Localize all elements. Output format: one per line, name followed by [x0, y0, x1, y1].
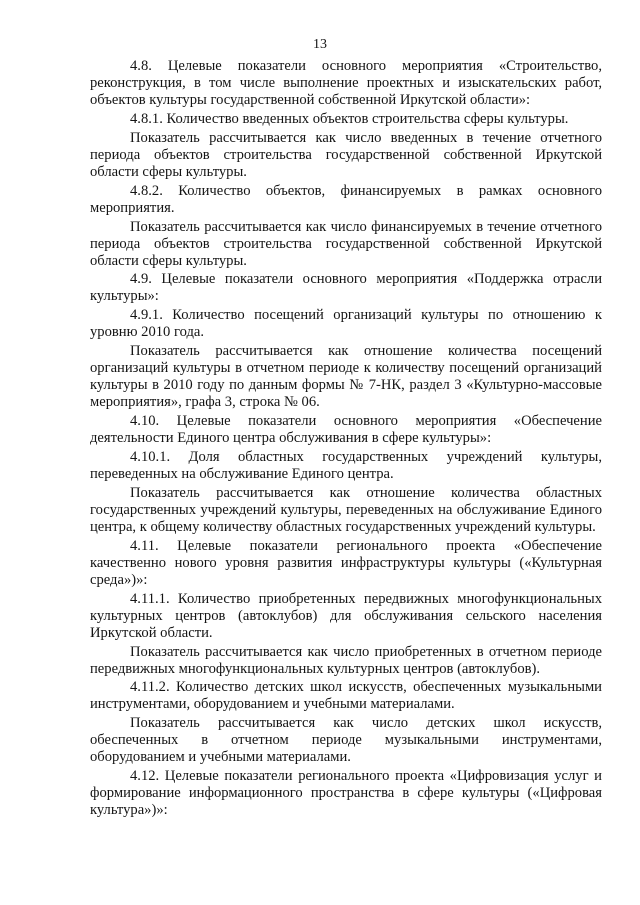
paragraph-4-11-2-description: Показатель рассчитывается как число детских школ искусств, обеспеченных в отчетном периоде музыкальными инструментами, оборудованием и учебными материалами.	[90, 715, 602, 766]
paragraph-4-10: 4.10. Целевые показатели основного мероприятия «Обеспечение деятельности Единого центра обслуживания в сфере культуры»:	[90, 413, 602, 447]
paragraph-4-9-1-description: Показатель рассчитывается как отношение количества посещений организаций культуры в отчетном периоде к количеству посещений организаций культуры в 2010 году по данным формы № 7-НК, раздел 3 «Культурно-массовые мероприятия», графа 3, строка № 06.	[90, 343, 602, 411]
paragraph-4-8: 4.8. Целевые показатели основного мероприятия «Строительство, реконструкция, в том числе выполнение проектных и изыскательских работ, объектов культуры государственной собственной Иркутской области»:	[90, 58, 602, 108]
paragraph-4-11-2: 4.11.2. Количество детских школ искусств, обеспеченных музыкальными инструментами, оборудованием и учебными материалами.	[90, 679, 602, 713]
paragraph-4-8-1: 4.8.1. Количество введенных объектов строительства сферы культуры.	[130, 110, 569, 127]
paragraph-4-9: 4.9. Целевые показатели основного мероприятия «Поддержка отрасли культуры»:	[90, 271, 602, 305]
paragraph-4-8-2-description: Показатель рассчитывается как число финансируемых в течение отчетного периода объектов строительства государственной собственной Иркутской области сферы культуры.	[90, 218, 602, 269]
paragraph-4-12: 4.12. Целевые показатели регионального проекта «Цифровизация услуг и формирование информационного пространства в сфере культуры («Цифровая культура»)»:	[90, 768, 602, 819]
paragraph-4-8-2: 4.8.2. Количество объектов, финансируемых в рамках основного мероприятия.	[90, 182, 602, 216]
document-body	[90, 58, 602, 821]
paragraph-4-11-1-description: Показатель рассчитывается как число приобретенных в отчетном периоде передвижных многофункциональных культурных центров (автоклубов).	[90, 643, 602, 677]
paragraph-4-8-1-description: Показатель рассчитывается как число введенных в течение отчетного периода объектов строительства государственной собственной Иркутской области сферы культуры.	[90, 129, 602, 180]
paragraph-4-11: 4.11. Целевые показатели регионального проекта «Обеспечение качественно нового уровня развития инфраструктуры культуры («Культурная среда»)»:	[90, 537, 602, 588]
paragraph-4-10-1: 4.10.1. Доля областных государственных учреждений культуры, переведенных на обслуживание Единого центра.	[90, 449, 602, 483]
paragraph-4-10-1-description: Показатель рассчитывается как отношение количества областных государственных учреждений культуры, переведенных на обслуживание Единого центра, к общему количеству областных государственных учреждений культуры.	[90, 484, 602, 535]
paragraph-4-11-1: 4.11.1. Количество приобретенных передвижных многофункциональных культурных центров (автоклубов) для обслуживания сельского населения Иркутской области.	[90, 590, 602, 641]
page-number: 13	[313, 37, 327, 52]
paragraph-4-9-1: 4.9.1. Количество посещений организаций культуры по отношению к уровню 2010 года.	[90, 307, 602, 341]
